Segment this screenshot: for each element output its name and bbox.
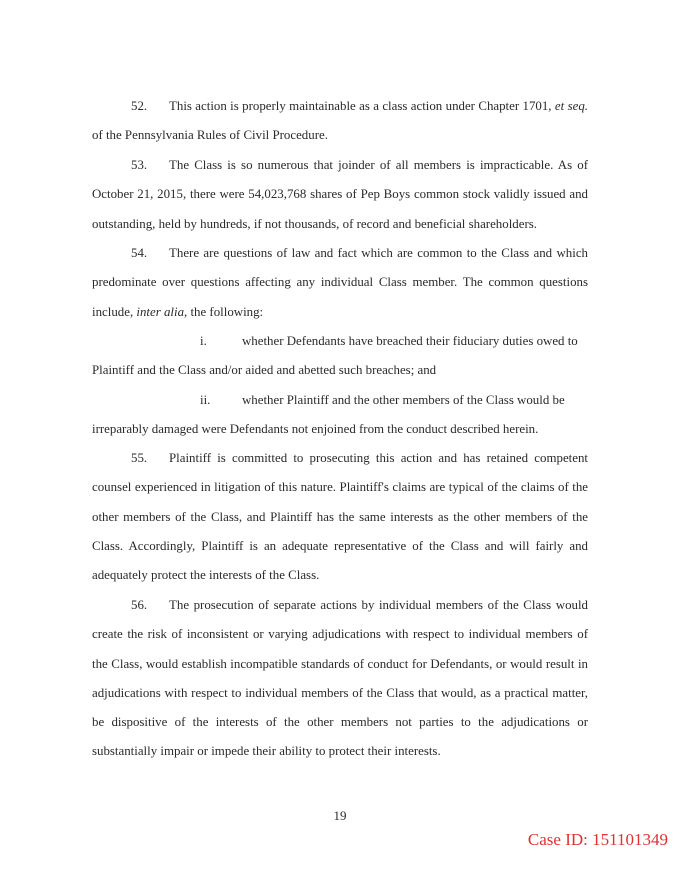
paragraph-53: [92, 151, 588, 239]
paragraph-55: [92, 444, 588, 590]
roman-numeral: ii.: [200, 393, 211, 407]
paragraph-text: There are questions of law and fact which are common to the Class and which predominate over questions affecting any individual Class member. The common questions include,: [92, 246, 588, 319]
paragraph-number: 54.: [131, 246, 148, 260]
paragraph-52: [92, 92, 588, 151]
paragraph-number: 55.: [131, 451, 148, 465]
paragraph-text: The prosecution of separate actions by individual members of the Class would create the risk of inconsistent or varying adjudications with respect to individual members of the Class, would establish incompatible standards of conduct for Defendants, or would result in adjudications with respect to individual members of the Class that would, as a practical matter, be dispositive of the interests of the other members not parties to the adjudications or substantially impair or impede their ability to protect their interests.: [92, 598, 588, 759]
paragraph-56: [92, 591, 588, 767]
list-item-text: whether Defendants have breached their fiduciary duties owed to Plaintiff and the Class and/or aided and abetted such breaches; and: [92, 334, 578, 378]
italic-text: inter alia: [136, 304, 185, 319]
page-number: 19: [333, 808, 347, 823]
paragraph-number: 52.: [131, 99, 148, 113]
list-item-text: whether Plaintiff and the other members of the Class would be irreparably damaged were Defendants not enjoined from the conduct described herein.: [92, 393, 565, 437]
paragraph-text: The Class is so numerous that joinder of all members is impracticable. As of October 21, 2015, there were 54,023,768 shares of Pep Boys common stock validly issued and outstanding, held by hundreds, if not thousands, of record and beneficial shareholders.: [92, 158, 588, 231]
paragraph-number: 53.: [131, 158, 148, 172]
paragraph-text: This action is properly maintainable as a class action under Chapter 1701,: [169, 99, 555, 113]
paragraph-54: [92, 239, 588, 327]
roman-numeral: i.: [200, 334, 207, 348]
list-item-i: [92, 327, 588, 386]
paragraph-text: of the Pennsylvania Rules of Civil Procedure.: [92, 128, 328, 143]
list-item-ii: [92, 386, 588, 445]
paragraph-number: 56.: [131, 598, 148, 612]
paragraph-text: Plaintiff is committed to prosecuting this action and has retained competent counsel experienced in litigation of this nature. Plaintiff's claims are typical of the claims of the other members of the Class, and Plaintiff has the same interests as the other members of the Class. Accordingly, Plaintiff is an adequate representative of the Class and will fairly and adequately protect the interests of the Class.: [92, 451, 588, 583]
case-id-stamp: Case ID: 151101349: [527, 830, 668, 849]
paragraph-text: , the following:: [184, 304, 264, 319]
italic-text: et seq.: [554, 99, 588, 113]
